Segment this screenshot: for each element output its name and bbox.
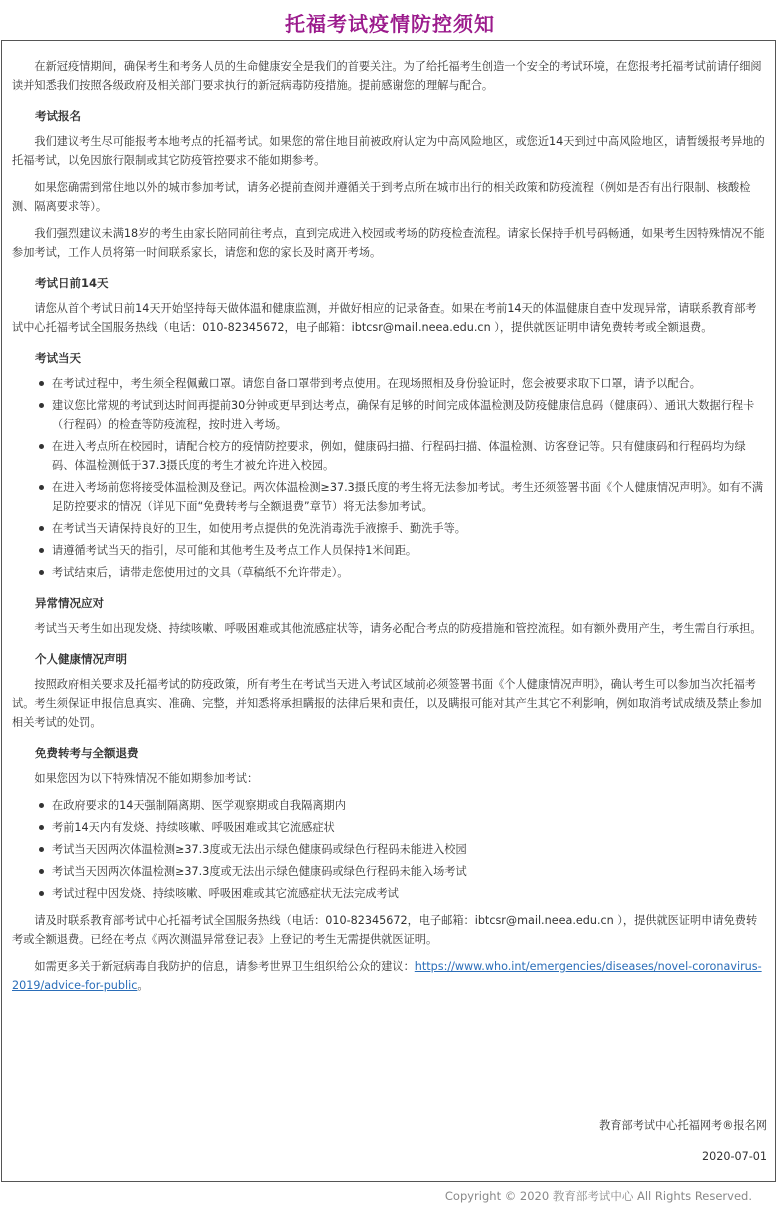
list-item: 考试当天因两次体温检测≥37.3度或无法出示绿色健康码或绿色行程码未能进入校园 xyxy=(52,840,767,859)
section-heading-refund: 免费转考与全额退费 xyxy=(35,746,139,760)
more-info-suffix: 。 xyxy=(137,979,149,992)
footer-date: 2020-07-01 xyxy=(701,1150,767,1163)
section-heading-registration: 考试报名 xyxy=(35,109,81,123)
list-item: 在政府要求的14天强制隔离期、医学观察期或自我隔离期内 xyxy=(52,796,767,815)
list-item: 在考试过程中，考生须全程佩戴口罩。请您自备口罩带到考点使用。在现场照相及身份验证时，您会被要求取下口罩，请予以配合。 xyxy=(52,374,767,393)
intro-paragraph: 在新冠疫情期间，确保考生和考务人员的生命健康安全是我们的首要关注。为了给托福考生创造一个安全的考试环境，在您报考托福考试前请仔细阅读并知悉我们按照各级政府及相关部门要求执行的新冠病毒防疫措施。提前感谢您的理解与配合。 xyxy=(12,60,762,92)
list-item: 在考试当天请保持良好的卫生，如使用考点提供的免洗消毒洗手液擦手、勤洗手等。 xyxy=(52,519,767,538)
examday-list xyxy=(12,374,767,582)
section-heading-examday: 考试当天 xyxy=(35,351,81,365)
notice-frame xyxy=(1,40,776,1182)
copyright-text: Copyright © 2020 教育部考试中心 All Rights Reserved. xyxy=(444,1189,752,1203)
page-title: 托福考试疫情防控须知 xyxy=(285,12,495,36)
more-info-paragraph xyxy=(12,957,767,995)
list-item: 在进入考点所在校园时，请配合校方的疫情防控要求，例如，健康码扫描、行程码扫描、体温检测、访客登记等。只有健康码和行程码均为绿码、体温检测低于37.3摄氏度的考生才被允许进入校园。 xyxy=(52,437,767,475)
declaration-paragraph: 按照政府相关要求及托福考试的防疫政策，所有考生在考试当天进入考试区域前必须签署书面《个人健康情况声明》，确认考生可以参加当次托福考试。考生须保证申报信息真实、准确、完整，并知悉将承担瞒报的法律后果和责任，以及瞒报可能对其产生其它不利影响，例如取消考试成绩及禁止参加相关考试的处罚。 xyxy=(12,678,762,729)
section-heading-declaration: 个人健康情况声明 xyxy=(35,652,127,666)
list-item: 考试结束后，请带走您使用过的文具（草稿纸不允许带走）。 xyxy=(52,563,767,582)
refund-contact-paragraph: 请及时联系教育部考试中心托福考试全国服务热线（电话：010-82345672，电子邮箱：ibtcsr@mail.neea.edu.cn ），提供就医证明申请免费转考或全额退费。已经在考点《两次测温异常登记表》上登记的考生无需提供就医证明。 xyxy=(12,914,758,946)
who-advice-link[interactable]: https://www.who.int/emergencies/diseases/novel-coronavirus-2019/advice-for-public xyxy=(12,960,762,992)
before14-paragraph: 请您从首个考试日前14天开始坚持每天做体温和健康监测，并做好相应的记录备查。如果在考前14天的体温健康自查中发现异常，请联系教育部考试中心托福考试全国服务热线（电话：010-82345672，电子邮箱：ibtcsr@mail.neea.edu.cn ），提供就医证明申请免费转考或全额退费。 xyxy=(12,302,757,334)
registration-paragraph-2: 如果您确需到常住地以外的城市参加考试，请务必提前查阅并遵循关于到考点所在城市出行的相关政策和防疫流程（例如是否有出行限制、核酸检测、隔离要求等）。 xyxy=(12,181,751,213)
list-item: 考试当天因两次体温检测≥37.3度或无法出示绿色健康码或绿色行程码未能入场考试 xyxy=(52,862,767,881)
list-item: 考前14天内有发烧、持续咳嗽、呼吸困难或其它流感症状 xyxy=(52,818,767,837)
list-item: 在进入考场前您将接受体温检测及登记。两次体温检测≥37.3摄氏度的考生将无法参加考试。考生还须签署书面《个人健康情况声明》。如有不满足防控要求的情况（详见下面“免费转考与全额退费”章节）将无法参加考试。 xyxy=(52,478,767,516)
list-item: 考试过程中因发烧、持续咳嗽、呼吸困难或其它流感症状无法完成考试 xyxy=(52,884,767,903)
notice-content xyxy=(12,57,767,1003)
list-item: 建议您比常规的考试到达时间再提前30分钟或更早到达考点，确保有足够的时间完成体温检测及防疫健康信息码（健康码）、通讯大数据行程卡（行程码）的检查等防疫流程，按时进入考场。 xyxy=(52,396,767,434)
more-info-prefix: 如需更多关于新冠病毒自我防护的信息，请参考世界卫生组织给公众的建议： xyxy=(34,960,415,973)
refund-lead: 如果您因为以下特殊情况不能如期参加考试： xyxy=(34,772,259,785)
registration-paragraph-3: 我们强烈建议未满18岁的考生由家长陪同前往考点，直到完成进入校园或考场的防疫检查流程。请家长保持手机号码畅通，如果考生因特殊情况不能参加考试，工作人员将第一时间联系家长，请您和您的家长及时离开考场。 xyxy=(12,227,765,259)
section-heading-before14: 考试日前14天 xyxy=(35,276,109,290)
refund-list xyxy=(12,796,767,903)
list-item: 请遵循考试当天的指引，尽可能和其他考生及考点工作人员保持1米间距。 xyxy=(52,541,767,560)
registration-paragraph-1: 我们建议考生尽可能报考本地考点的托福考试。如果您的常住地目前被政府认定为中高风险地区，或您近14天到过中高风险地区，请暂缓报考异地的托福考试，以免因旅行限制或其它防疫管控要求不能如期参考。 xyxy=(12,135,765,167)
abnormal-paragraph: 考试当天考生如出现发烧、持续咳嗽、呼吸困难或其他流感症状等，请务必配合考点的防疫措施和管控流程。如有额外费用产生，考生需自行承担。 xyxy=(34,622,762,635)
footer-org: 教育部考试中心托福网考®报名网 xyxy=(599,1119,767,1132)
section-heading-abnormal: 异常情况应对 xyxy=(35,596,104,610)
